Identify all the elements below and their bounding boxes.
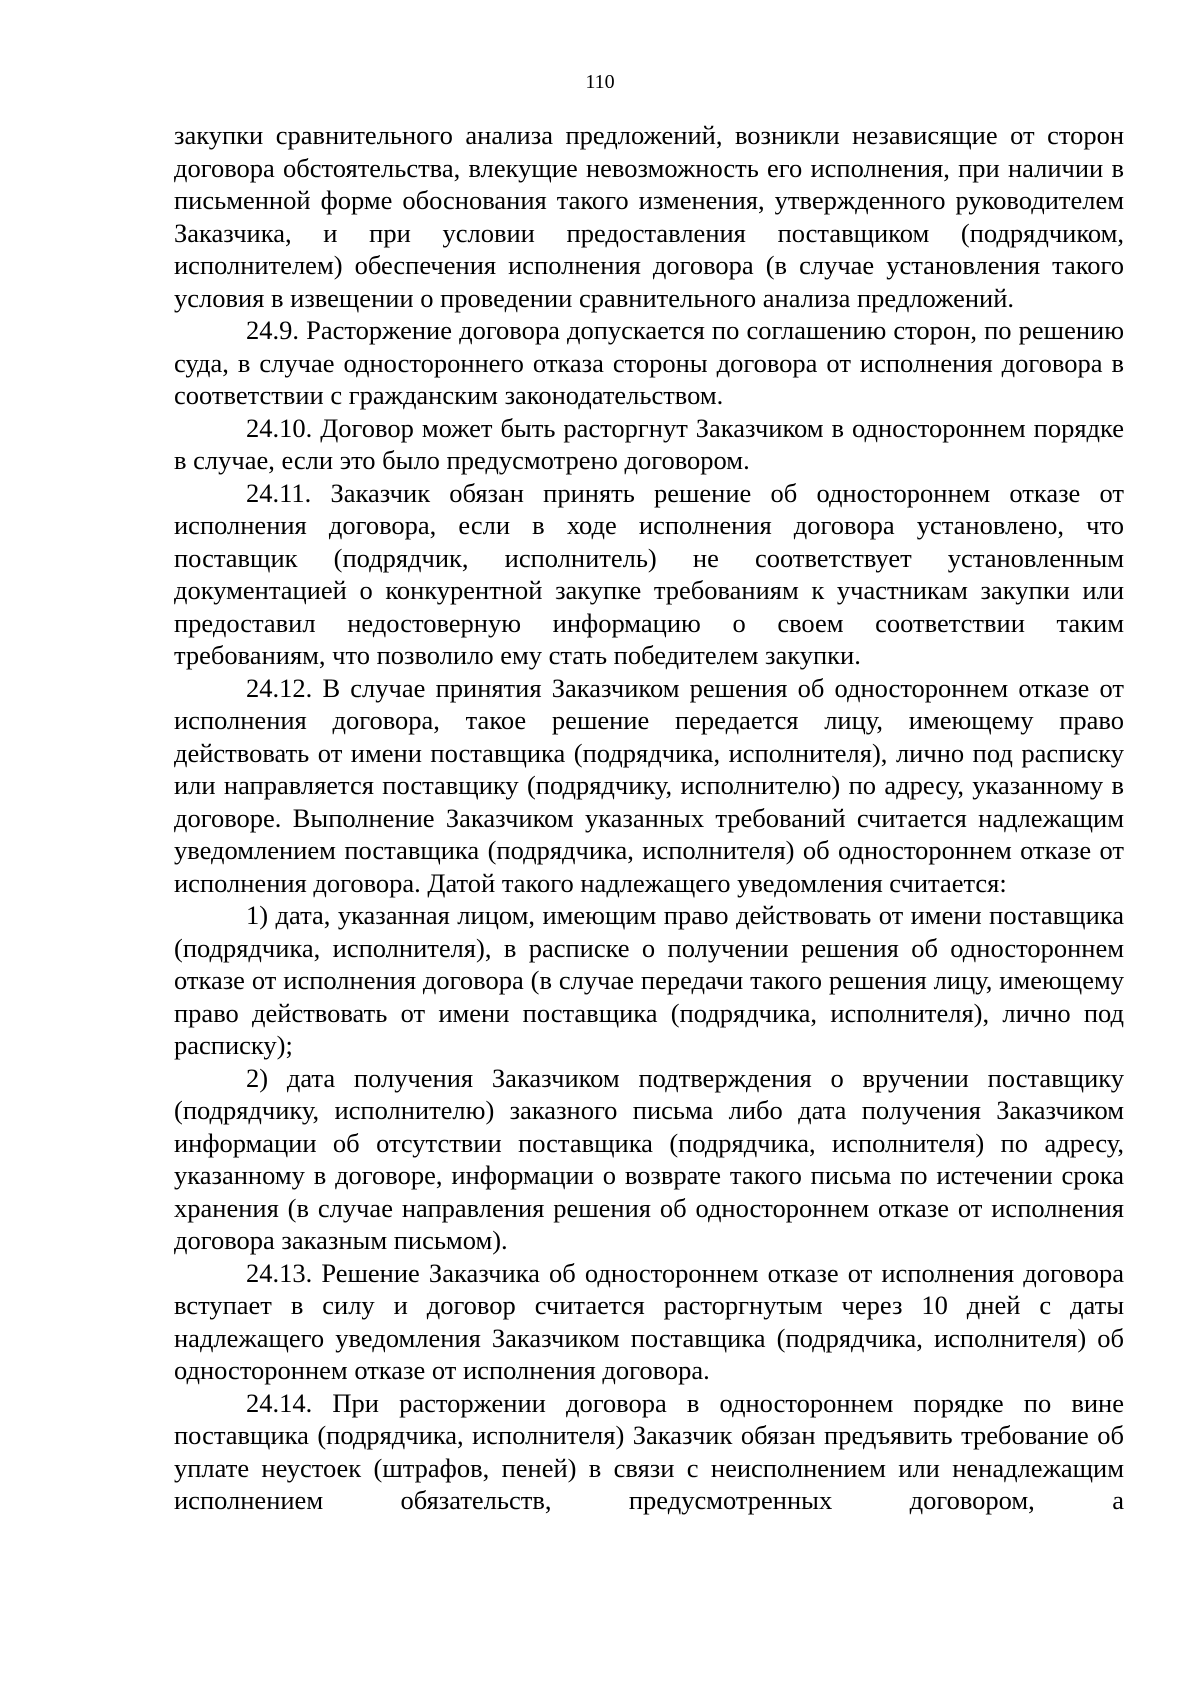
paragraph-24-9: 24.9. Расторжение договора допускается по соглашению сторон, по решению суда, в случае одностороннего отказа стороны договора от исполнения договора в соответствии с гражданским законодательством. <box>174 315 1124 410</box>
paragraph-continuation: закупки сравнительного анализа предложений, возникли независящие от сторон договора обстоятельства, влекущие невозможность его исполнения, при наличии в письменной форме обоснования такого изменения, утвержденного руководителем Заказчика, и при условии предоставления поставщиком (подрядчиком, исполнителем) обеспечения исполнения договора (в случае установления такого условия в извещении о проведении сравнительного анализа предложений. <box>174 120 1124 313</box>
paragraph-24-12: 24.12. В случае принятия Заказчиком решения об одностороннем отказе от исполнения договора, такое решение передается лицу, имеющему право действовать от имени поставщика (подрядчика, исполнителя), лично под расписку или направляется поставщику (подрядчику, исполнителю) по адресу, указанному в договоре. Выполнение Заказчиком указанных требований считается надлежащим уведомлением поставщика (подрядчика, исполнителя) об одностороннем отказе от исполнения договора. Датой такого надлежащего уведомления считается: <box>174 672 1124 898</box>
list-item-2: 2) дата получения Заказчиком подтверждения о вручении поставщику (подрядчику, исполнителю) заказного письма либо дата получения Заказчиком информации об отсутствии поставщика (подрядчика, исполнителя) по адресу, указанному в договоре, информации о возврате такого письма по истечении срока хранения (в случае направления решения об одностороннем отказе от исполнения договора заказным письмом). <box>174 1062 1124 1255</box>
page-number: 110 <box>585 71 615 93</box>
document-body <box>174 119 1124 1517</box>
list-item-1: 1) дата, указанная лицом, имеющим право действовать от имени поставщика (подрядчика, исполнителя), в расписке о получении решения об одностороннем отказе от исполнения договора (в случае передачи такого решения лицу, имеющему право действовать от имени поставщика (подрядчика, исполнителя), лично под расписку); <box>174 900 1124 1060</box>
paragraph-24-11: 24.11. Заказчик обязан принять решение об одностороннем отказе от исполнения договора, если в ходе исполнения договора установлено, что поставщик (подрядчик, исполнитель) не соответствует установленным документацией о конкурентной закупке требованиям к участникам закупки или предоставил недостоверную информацию о своем соответствии таким требованиям, что позволило ему стать победителем закупки. <box>174 477 1124 670</box>
paragraph-24-10: 24.10. Договор может быть расторгнут Заказчиком в одностороннем порядке в случае, если это было предусмотрено договором. <box>174 412 1124 475</box>
paragraph-24-13: 24.13. Решение Заказчика об одностороннем отказе от исполнения договора вступает в силу и договор считается расторгнутым через 10 дней с даты надлежащего уведомления Заказчиком поставщика (подрядчика, исполнителя) об одностороннем отказе от исполнения договора. <box>174 1257 1124 1385</box>
paragraph-24-14: 24.14. При расторжении договора в одностороннем порядке по вине поставщика (подрядчика, исполнителя) Заказчик обязан предъявить требование об уплате неустоек (штрафов, пеней) в связи с неисполнением или ненадлежащим исполнением обязательств, предусмотренных договором, а <box>174 1387 1124 1515</box>
